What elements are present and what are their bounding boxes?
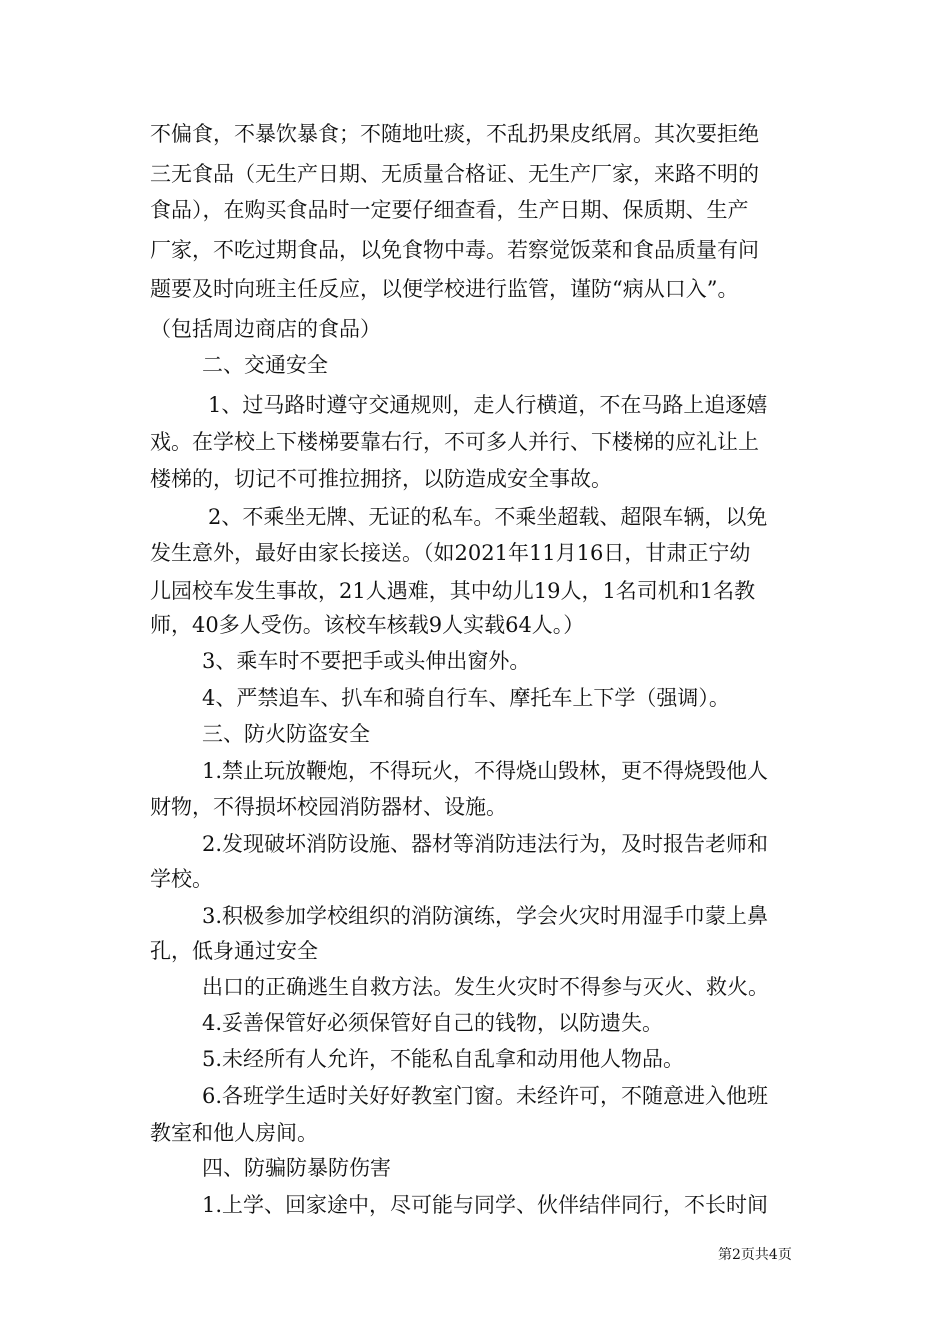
text-line: 6.各班学生适时关好好教室门窗。未经许可，不随意进入他班: [202, 1084, 769, 1108]
text-line: 孔，低身通过安全: [150, 939, 318, 963]
text-line: 4.妥善保管好必须保管好自己的钱物，以防遗失。: [202, 1011, 664, 1035]
text-line: 四、防骗防暴防伤害: [202, 1156, 391, 1180]
text-line: （包括周边商店的食品）: [150, 317, 381, 341]
text-line: 师，40多人受伤。该校车核载9人实载64人。）: [150, 613, 585, 637]
text-line: 二、交通安全: [202, 353, 328, 377]
text-line: 三无食品（无生产日期、无质量合格证、无生产厂家，来路不明的: [150, 162, 759, 186]
text-line: 1.禁止玩放鞭炮，不得玩火，不得烧山毁林，更不得烧毁他人: [202, 759, 769, 783]
text-line: 食品），在购买食品时一定要仔细查看，生产日期、保质期、生产: [150, 198, 749, 222]
text-line: 2、不乘坐无牌、无证的私车。不乘坐超载、超限车辆，以免: [208, 505, 768, 529]
text-line: 财物，不得损坏校园消防器材、设施。: [150, 795, 507, 819]
page-number: 第2页共4页: [718, 1247, 792, 1263]
text-line: 戏。在学校上下楼梯要靠右行，不可多人并行、下楼梯的应礼让上: [150, 430, 759, 454]
text-line: 教室和他人房间。: [150, 1121, 318, 1145]
text-line: 题要及时向班主任反应，以便学校进行监管，谨防“病从口入”。: [150, 277, 739, 301]
text-line: 2.发现破坏消防设施、器材等消防违法行为，及时报告老师和: [202, 832, 769, 856]
text-line: 4、严禁追车、扒车和骑自行车、摩托车上下学（强调）。: [202, 686, 730, 710]
text-line: 三、防火防盗安全: [202, 722, 370, 746]
text-line: 3、乘车时不要把手或头伸出窗外。: [202, 649, 531, 673]
text-line: 学校。: [150, 867, 213, 891]
text-line: 出口的正确逃生自救方法。发生火灾时不得参与灭火、救火。: [202, 975, 769, 999]
text-line: 不偏食，不暴饮暴食；不随地吐痰，不乱扔果皮纸屑。其次要拒绝: [150, 122, 759, 146]
text-line: 1.上学、回家途中，尽可能与同学、伙伴结伴同行，不长时间: [202, 1193, 769, 1217]
text-line: 楼梯的，切记不可推拉拥挤，以防造成安全事故。: [150, 467, 612, 491]
text-line: 厂家，不吃过期食品，以免食物中毒。若察觉饭菜和食品质量有问: [150, 238, 759, 262]
text-line: 发生意外，最好由家长接送。（如2021年11月16日，甘肃正宁幼: [150, 541, 751, 565]
text-line: 5.未经所有人允许，不能私自乱拿和动用他人物品。: [202, 1047, 685, 1071]
text-line: 儿园校车发生事故，21人遇难，其中幼儿19人，1名司机和1名教: [150, 579, 756, 603]
text-line: 3.积极参加学校组织的消防演练，学会火灾时用湿手巾蒙上鼻: [202, 904, 769, 928]
text-line: 1、过马路时遵守交通规则，走人行横道，不在马路上追逐嬉: [208, 393, 768, 417]
